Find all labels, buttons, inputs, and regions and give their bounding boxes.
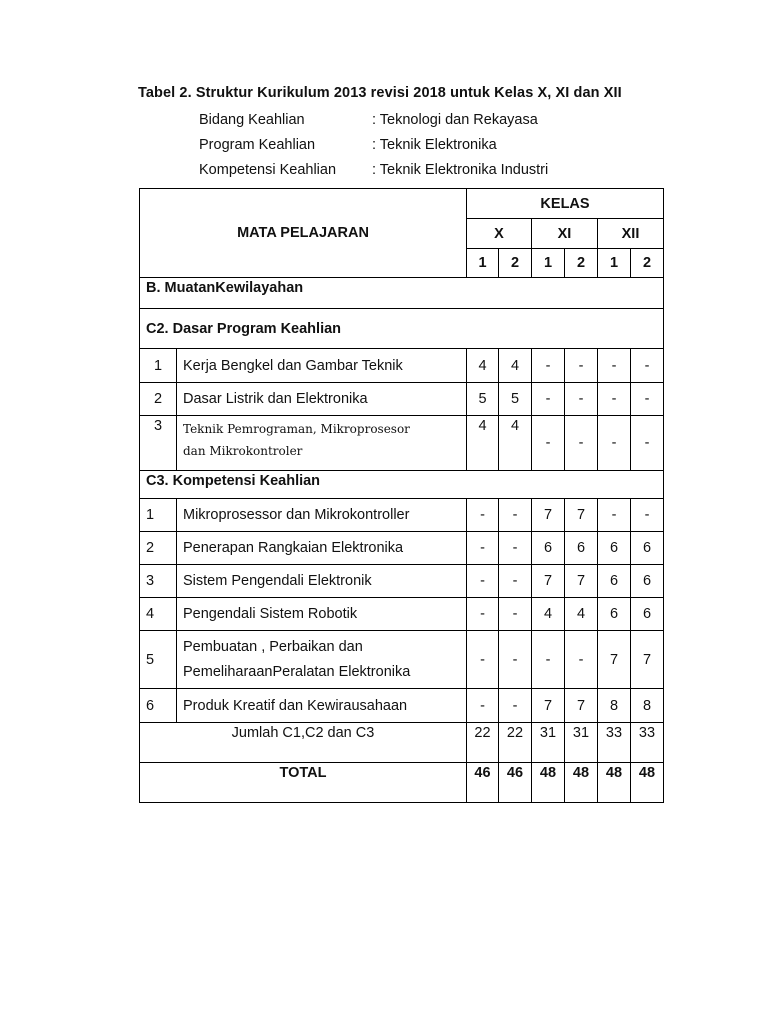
section-heading: C3. Kompetensi Keahlian bbox=[140, 471, 664, 499]
cell-value: - bbox=[467, 532, 499, 565]
cell-value: 7 bbox=[598, 631, 631, 689]
row-subject: Produk Kreatif dan Kewirausahaan bbox=[177, 689, 467, 723]
cell-value: 7 bbox=[565, 499, 598, 532]
section-row-c3 bbox=[140, 471, 664, 499]
meta-bidang bbox=[199, 112, 538, 128]
row-subject-line: dan Mikrokontroler bbox=[183, 444, 303, 458]
table-row bbox=[140, 383, 664, 416]
meta-value: : Teknologi dan Rekayasa bbox=[372, 112, 538, 128]
header-semester: 1 bbox=[598, 249, 631, 278]
total-value: 48 bbox=[532, 763, 565, 803]
row-number: 1 bbox=[140, 499, 177, 532]
row-subject-line: Teknik Pemrograman, Mikroprosesor bbox=[183, 422, 410, 436]
table-row bbox=[140, 349, 664, 383]
cell-value: 6 bbox=[565, 532, 598, 565]
cell-value: - bbox=[598, 416, 631, 471]
row-number: 4 bbox=[140, 598, 177, 631]
cell-value: 7 bbox=[532, 499, 565, 532]
section-heading: C2. Dasar Program Keahlian bbox=[140, 309, 664, 349]
cell-value: 4 bbox=[499, 416, 532, 471]
section-row-b bbox=[140, 278, 664, 309]
header-semester: 1 bbox=[467, 249, 499, 278]
header-kelas: KELAS bbox=[467, 189, 664, 219]
meta-program bbox=[199, 137, 497, 153]
section-row-c2 bbox=[140, 309, 664, 349]
cell-value: 6 bbox=[631, 532, 664, 565]
jumlah-value: 22 bbox=[499, 723, 532, 763]
table-row bbox=[140, 689, 664, 723]
cell-value: 5 bbox=[467, 383, 499, 416]
total-row bbox=[140, 763, 664, 803]
row-subject: Dasar Listrik dan Elektronika bbox=[177, 383, 467, 416]
row-subject-line: Pembuatan , Perbaikan dan bbox=[183, 638, 363, 655]
total-value: 48 bbox=[631, 763, 664, 803]
header-semester: 1 bbox=[532, 249, 565, 278]
cell-value: - bbox=[467, 689, 499, 723]
cell-value: - bbox=[499, 689, 532, 723]
cell-value: - bbox=[467, 631, 499, 689]
cell-value: - bbox=[565, 349, 598, 383]
meta-kompetensi bbox=[199, 162, 548, 178]
table-row bbox=[140, 416, 664, 471]
meta-label: Program Keahlian bbox=[199, 137, 316, 153]
table-row bbox=[140, 565, 664, 598]
cell-value: - bbox=[631, 416, 664, 471]
cell-value: - bbox=[532, 631, 565, 689]
jumlah-value: 22 bbox=[467, 723, 499, 763]
total-value: 46 bbox=[499, 763, 532, 803]
row-subject bbox=[177, 416, 467, 471]
cell-value: - bbox=[467, 499, 499, 532]
row-number: 1 bbox=[140, 349, 177, 383]
jumlah-row bbox=[140, 723, 664, 763]
cell-value: - bbox=[532, 416, 565, 471]
row-number: 2 bbox=[140, 383, 177, 416]
cell-value: - bbox=[499, 631, 532, 689]
meta-label: Bidang Keahlian bbox=[199, 112, 305, 128]
jumlah-value: 31 bbox=[565, 723, 598, 763]
header-grade-xi: XI bbox=[532, 219, 598, 249]
row-subject: Mikroprosessor dan Mikrokontroller bbox=[177, 499, 467, 532]
cell-value: - bbox=[598, 349, 631, 383]
header-semester: 2 bbox=[631, 249, 664, 278]
cell-value: 4 bbox=[467, 349, 499, 383]
cell-value: 6 bbox=[598, 598, 631, 631]
header-grade-xii: XII bbox=[598, 219, 664, 249]
row-number: 5 bbox=[140, 631, 177, 689]
header-semester: 2 bbox=[499, 249, 532, 278]
jumlah-label: Jumlah C1,C2 dan C3 bbox=[140, 723, 467, 763]
cell-value: 6 bbox=[631, 565, 664, 598]
cell-value: 7 bbox=[631, 631, 664, 689]
row-number: 6 bbox=[140, 689, 177, 723]
jumlah-value: 33 bbox=[598, 723, 631, 763]
cell-value: 8 bbox=[631, 689, 664, 723]
row-number: 2 bbox=[140, 532, 177, 565]
cell-value: 6 bbox=[598, 565, 631, 598]
cell-value: - bbox=[499, 532, 532, 565]
cell-value: - bbox=[598, 383, 631, 416]
cell-value: 7 bbox=[565, 689, 598, 723]
cell-value: 4 bbox=[532, 598, 565, 631]
cell-value: - bbox=[499, 565, 532, 598]
cell-value: - bbox=[631, 349, 664, 383]
cell-value: 4 bbox=[499, 349, 532, 383]
row-number: 3 bbox=[140, 565, 177, 598]
total-value: 48 bbox=[565, 763, 598, 803]
cell-value: - bbox=[565, 383, 598, 416]
section-heading: B. MuatanKewilayahan bbox=[140, 278, 664, 309]
cell-value: 7 bbox=[532, 689, 565, 723]
cell-value: - bbox=[598, 499, 631, 532]
cell-value: 6 bbox=[598, 532, 631, 565]
table-row bbox=[140, 532, 664, 565]
row-number: 3 bbox=[140, 416, 177, 471]
header-mata-pelajaran: MATA PELAJARAN bbox=[140, 189, 467, 278]
cell-value: 8 bbox=[598, 689, 631, 723]
total-value: 48 bbox=[598, 763, 631, 803]
cell-value: 6 bbox=[532, 532, 565, 565]
cell-value: - bbox=[467, 565, 499, 598]
row-subject: Sistem Pengendali Elektronik bbox=[177, 565, 467, 598]
cell-value: - bbox=[467, 598, 499, 631]
cell-value: - bbox=[565, 416, 598, 471]
table-row bbox=[140, 598, 664, 631]
total-value: 46 bbox=[467, 763, 499, 803]
jumlah-value: 31 bbox=[532, 723, 565, 763]
cell-value: - bbox=[631, 383, 664, 416]
header-grade-x: X bbox=[467, 219, 532, 249]
row-subject: Pengendali Sistem Robotik bbox=[177, 598, 467, 631]
cell-value: - bbox=[499, 499, 532, 532]
cell-value: - bbox=[532, 383, 565, 416]
cell-value: 7 bbox=[532, 565, 565, 598]
cell-value: 4 bbox=[467, 416, 499, 471]
row-subject: Penerapan Rangkaian Elektronika bbox=[177, 532, 467, 565]
row-subject-line: PemeliharaanPeralatan Elektronika bbox=[183, 663, 411, 680]
meta-value: : Teknik Elektronika bbox=[372, 137, 497, 153]
curriculum-table bbox=[139, 188, 664, 803]
cell-value: 5 bbox=[499, 383, 532, 416]
meta-label: Kompetensi Keahlian bbox=[199, 162, 337, 178]
total-label: TOTAL bbox=[140, 763, 467, 803]
cell-value: - bbox=[631, 499, 664, 532]
cell-value: 7 bbox=[565, 565, 598, 598]
header-row-kelas bbox=[140, 189, 664, 219]
header-semester: 2 bbox=[565, 249, 598, 278]
cell-value: - bbox=[532, 349, 565, 383]
table-row bbox=[140, 499, 664, 532]
table-row bbox=[140, 631, 664, 689]
cell-value: - bbox=[499, 598, 532, 631]
row-subject bbox=[177, 631, 467, 689]
jumlah-value: 33 bbox=[631, 723, 664, 763]
cell-value: - bbox=[565, 631, 598, 689]
row-subject: Kerja Bengkel dan Gambar Teknik bbox=[177, 349, 467, 383]
meta-value: : Teknik Elektronika Industri bbox=[372, 162, 549, 178]
table-title: Tabel 2. Struktur Kurikulum 2013 revisi 2018 untuk Kelas X, XI dan XII bbox=[138, 85, 622, 101]
cell-value: 4 bbox=[565, 598, 598, 631]
cell-value: 6 bbox=[631, 598, 664, 631]
